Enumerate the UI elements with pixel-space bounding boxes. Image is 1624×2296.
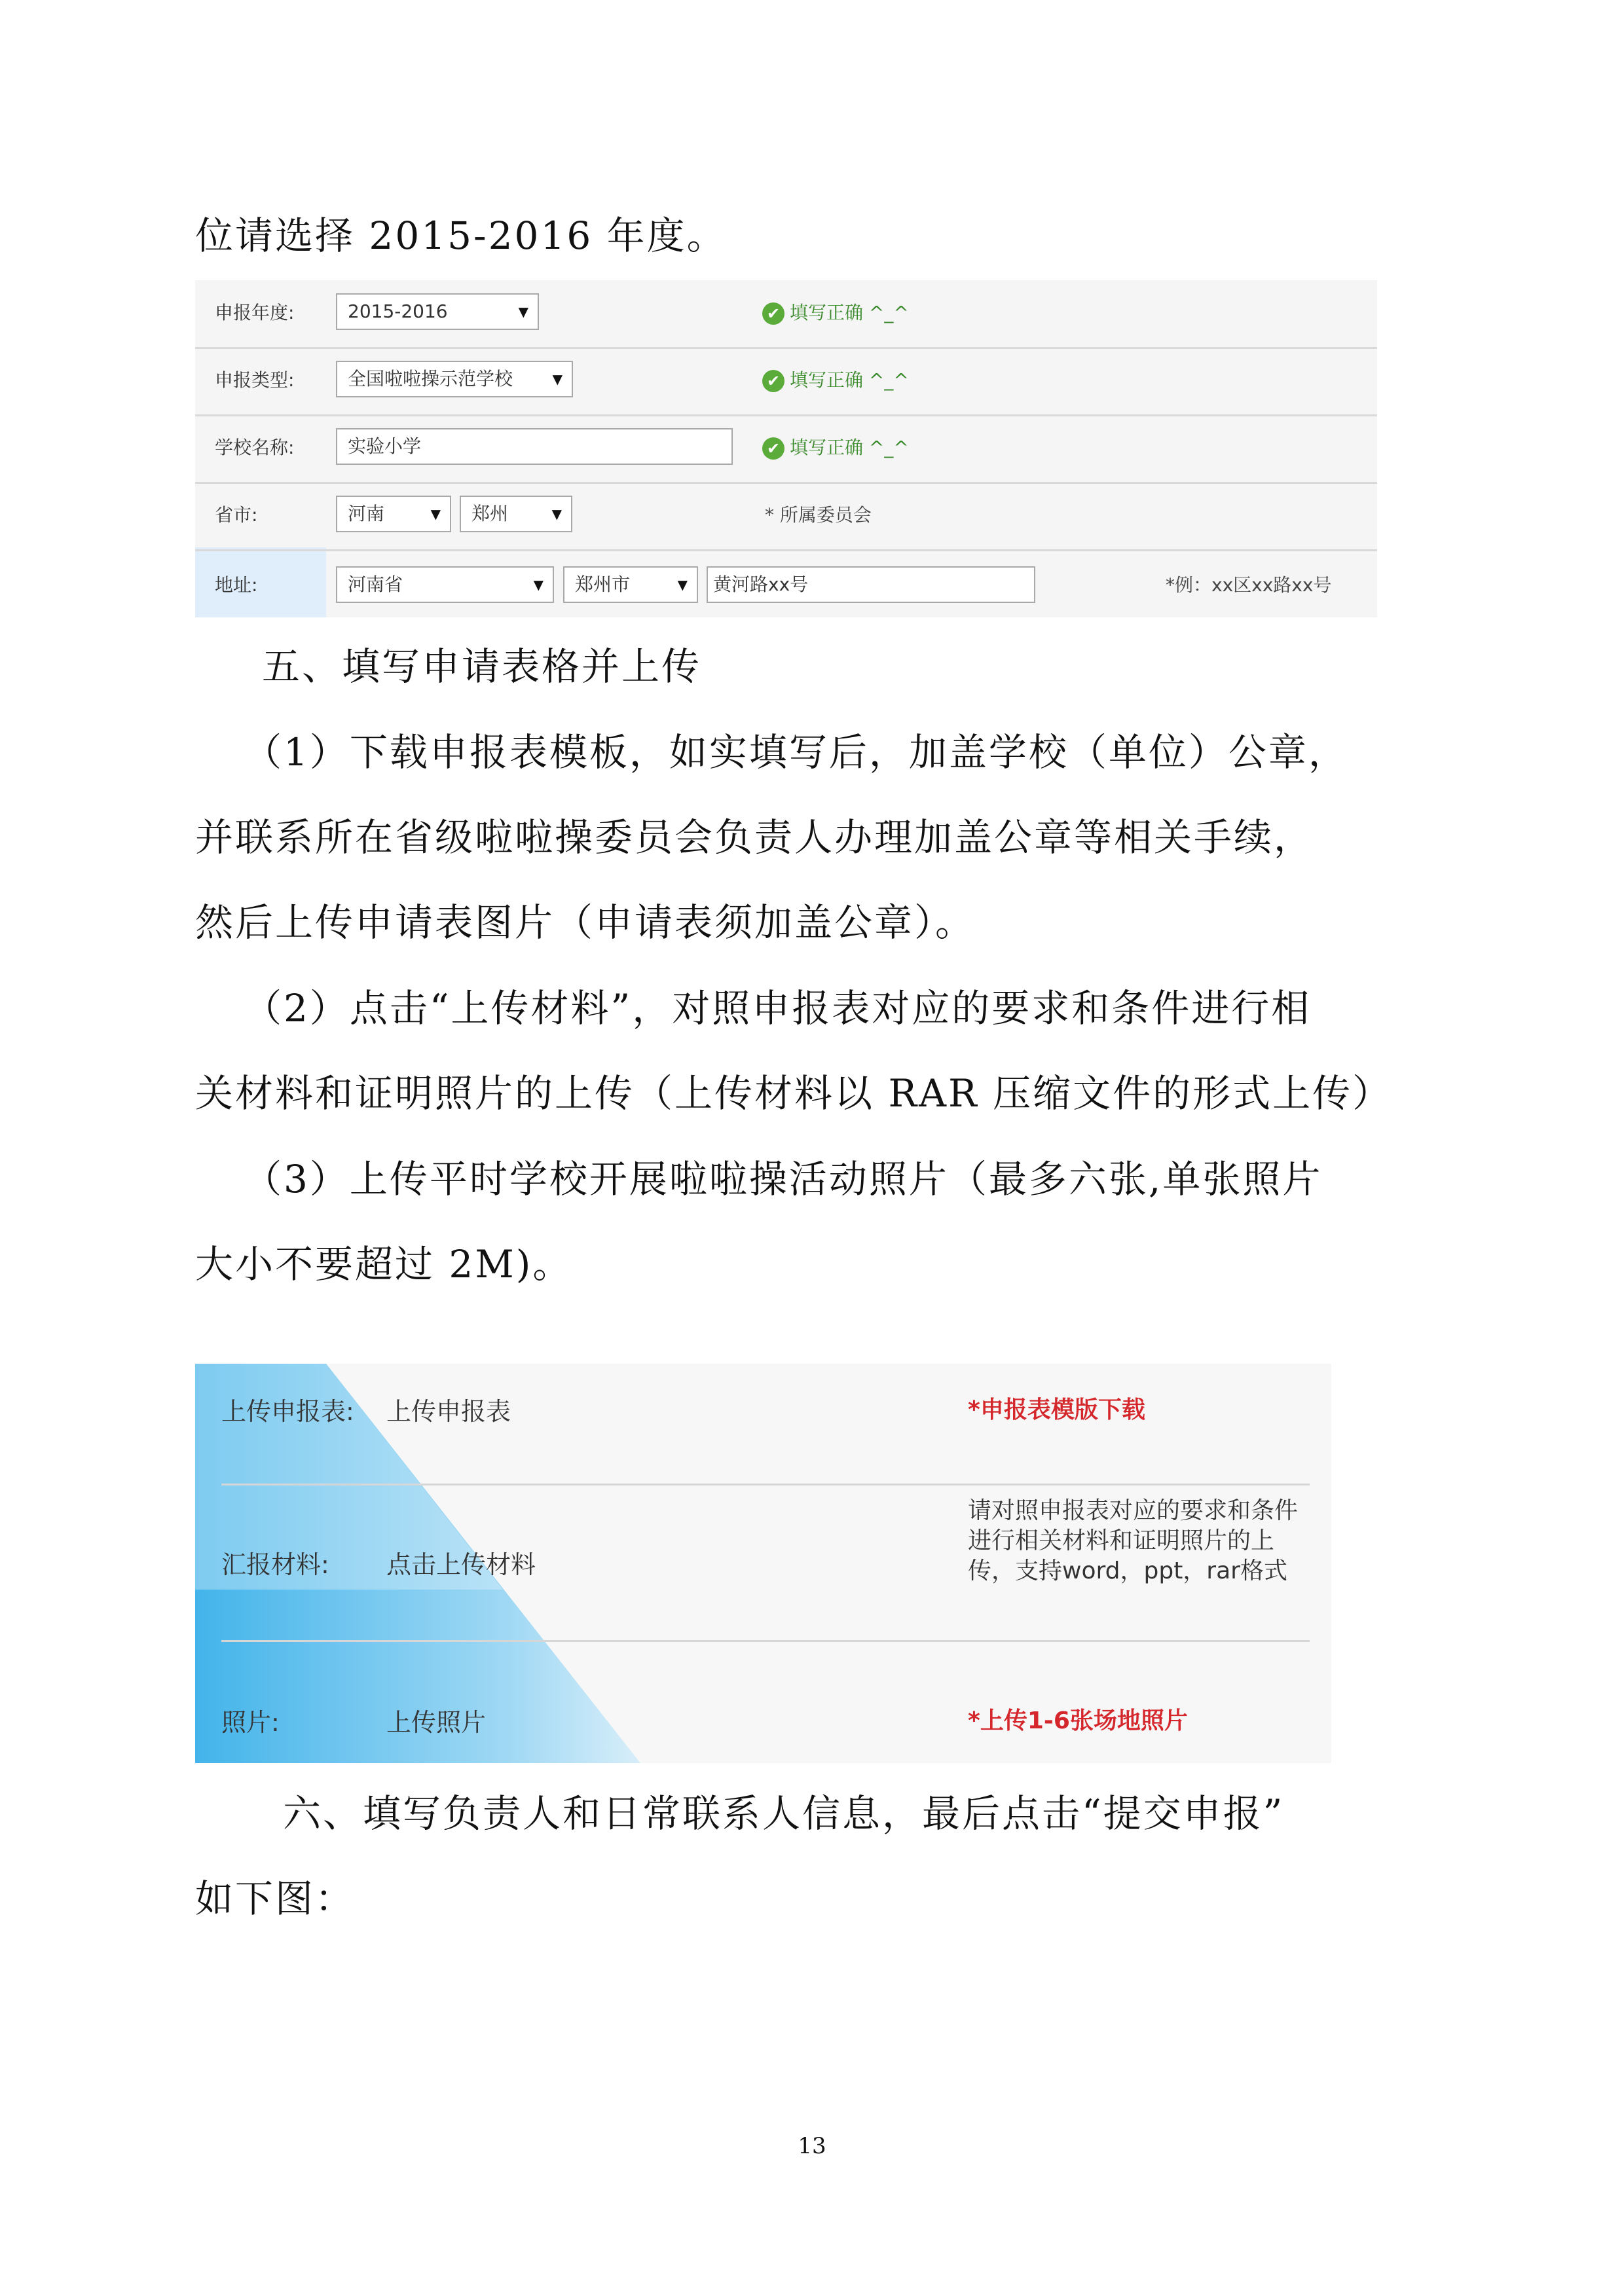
dropdown-arrow-icon: ▼	[551, 506, 562, 522]
check-circle-icon: ✔	[762, 370, 784, 392]
materials-note: 请对照申报表对应的要求和条件进行相关材料和证明照片的上传，支持word，ppt，rar格式	[968, 1497, 1299, 1584]
type-select[interactable]	[336, 361, 573, 397]
materials-label: 汇报材料:	[221, 1550, 329, 1579]
upload-photos-link[interactable]: 上传照片	[386, 1708, 487, 1737]
form-row-school	[195, 415, 1377, 484]
address-city-value: 郑州市	[575, 574, 631, 595]
item1-line3: 然后上传申请表图片（申请表须加盖公章）。	[195, 900, 976, 945]
upload-row-photos	[221, 1642, 1310, 1763]
province-label: 省市:	[215, 504, 258, 526]
application-info-form	[195, 280, 1377, 617]
photos-label: 照片:	[221, 1708, 280, 1737]
section6-line2: 如下图：	[195, 1876, 356, 1921]
dropdown-arrow-icon: ▼	[533, 577, 544, 592]
item3-line2: 大小不要超过 2M)。	[195, 1242, 573, 1286]
check-circle-icon: ✔	[762, 302, 784, 325]
type-label: 申报类型:	[215, 369, 295, 391]
photos-note: *上传1-6张场地照片	[968, 1707, 1188, 1734]
address-detail-value: 黄河路xx号	[713, 574, 809, 595]
item2-line1: （2）点击“上传材料”，对照申报表对应的要求和条件进行相	[244, 986, 1312, 1030]
committee-hint: * 所属委员会	[765, 504, 872, 526]
city-select-value: 郑州	[471, 503, 509, 524]
form-row-address	[195, 550, 1377, 617]
check-circle-icon: ✔	[762, 437, 784, 460]
city-select[interactable]	[460, 496, 572, 532]
upload-row-report	[221, 1364, 1310, 1485]
dropdown-arrow-icon: ▼	[552, 371, 563, 387]
dropdown-arrow-icon: ▼	[677, 577, 688, 592]
school-name-input[interactable]	[336, 428, 733, 465]
ok-text: 填写正确 ^_^	[790, 369, 909, 391]
item3-line1: （3）上传平时学校开展啦啦操活动照片（最多六张,单张照片	[244, 1157, 1323, 1201]
address-detail-input[interactable]	[707, 566, 1035, 603]
dropdown-arrow-icon: ▼	[518, 304, 528, 319]
address-city-select[interactable]	[563, 566, 698, 603]
item2-line2: 关材料和证明照片的上传（上传材料以 RAR 压缩文件的形式上传）	[195, 1071, 1393, 1116]
upload-report-link[interactable]: 上传申报表	[386, 1397, 511, 1426]
upload-materials-link[interactable]: 点击上传材料	[386, 1550, 536, 1579]
type-valid-message	[762, 367, 909, 393]
ok-text: 填写正确 ^_^	[790, 437, 909, 458]
year-valid-message	[762, 300, 909, 326]
province-select[interactable]	[336, 496, 451, 532]
report-template-download-link[interactable]: *申报表模版下载	[968, 1396, 1145, 1423]
ok-text: 填写正确 ^_^	[790, 302, 909, 323]
upload-materials-form	[195, 1364, 1331, 1763]
item1-line1: （1）下载申报表模板，如实填写后，加盖学校（单位）公章，	[244, 730, 1348, 774]
dropdown-arrow-icon: ▼	[430, 506, 441, 522]
year-select[interactable]	[336, 293, 539, 330]
report-label: 上传申报表:	[221, 1397, 354, 1426]
address-province-value: 河南省	[348, 574, 403, 595]
address-example-hint: *例：xx区xx路xx号	[1166, 574, 1332, 596]
section5-title: 五、填写申请表格并上传	[262, 644, 702, 689]
province-select-value: 河南	[348, 503, 385, 524]
upload-row-materials	[221, 1485, 1310, 1642]
type-select-value: 全国啦啦操示范学校	[348, 368, 513, 390]
school-name-value: 实验小学	[348, 435, 422, 457]
form-row-province	[195, 483, 1377, 551]
section6-line1: 六、填写负责人和日常联系人信息，最后点击“提交申报”	[283, 1791, 1285, 1836]
paragraph-year-note: 位请选择 2015-2016 年度。	[195, 213, 727, 258]
page-number: 13	[798, 2133, 826, 2159]
school-label: 学校名称:	[215, 437, 295, 458]
address-label: 地址:	[215, 574, 258, 596]
year-label: 申报年度:	[215, 302, 295, 323]
year-select-value: 2015-2016	[348, 301, 448, 322]
item1-line2: 并联系所在省级啦啦操委员会负责人办理加盖公章等相关手续，	[195, 815, 1314, 860]
form-row-year	[195, 280, 1377, 349]
school-valid-message	[762, 435, 909, 461]
address-province-select[interactable]	[336, 566, 554, 603]
form-row-type	[195, 348, 1377, 416]
